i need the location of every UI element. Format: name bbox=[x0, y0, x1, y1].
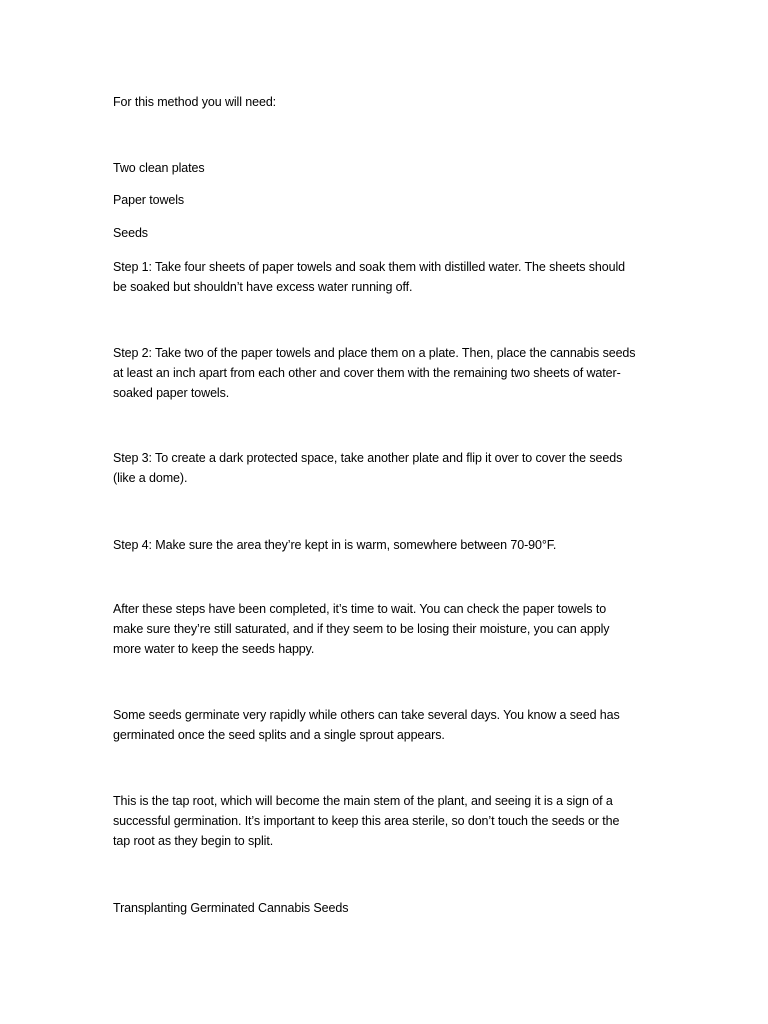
step2-line: soaked paper towels. bbox=[113, 386, 230, 400]
intro-text: For this method you will need: bbox=[113, 95, 277, 109]
step2-line: Step 2: Take two of the paper towels and place them on a plate. Then, place the cannabis seeds bbox=[113, 346, 636, 360]
step1-line: Step 1: Take four sheets of paper towels and soak them with distilled water. The sheets should bbox=[113, 260, 625, 274]
germinate-line: Some seeds germinate very rapidly while others can take several days. You know a seed has bbox=[113, 708, 620, 722]
after-line: make sure they’re still saturated, and if they seem to be losing their moisture, you can apply bbox=[113, 622, 610, 636]
after-line: more water to keep the seeds happy. bbox=[113, 642, 315, 656]
taproot-line: tap root as they begin to split. bbox=[113, 834, 274, 848]
taproot-line: successful germination. It’s important to keep this area sterile, so don’t touch the seeds or the bbox=[113, 814, 620, 828]
after-line: After these steps have been completed, it’s time to wait. You can check the paper towels to bbox=[113, 602, 607, 616]
step1-line: be soaked but shouldn’t have excess water running off. bbox=[113, 280, 413, 294]
step3-line: (like a dome). bbox=[113, 471, 188, 485]
germinate-line: germinated once the seed splits and a single sprout appears. bbox=[113, 728, 445, 742]
step4-line: Step 4: Make sure the area they’re kept in is warm, somewhere between 70-90°F. bbox=[113, 538, 557, 552]
material-item: Paper towels bbox=[113, 193, 185, 207]
material-item: Seeds bbox=[113, 226, 148, 240]
step3-line: Step 3: To create a dark protected space, take another plate and flip it over to cover the seeds bbox=[113, 451, 623, 465]
material-item: Two clean plates bbox=[113, 161, 205, 175]
step2-line: at least an inch apart from each other and cover them with the remaining two sheets of water- bbox=[113, 366, 621, 380]
section-heading: Transplanting Germinated Cannabis Seeds bbox=[113, 901, 349, 915]
taproot-line: This is the tap root, which will become the main stem of the plant, and seeing it is a sign of a bbox=[113, 794, 613, 808]
